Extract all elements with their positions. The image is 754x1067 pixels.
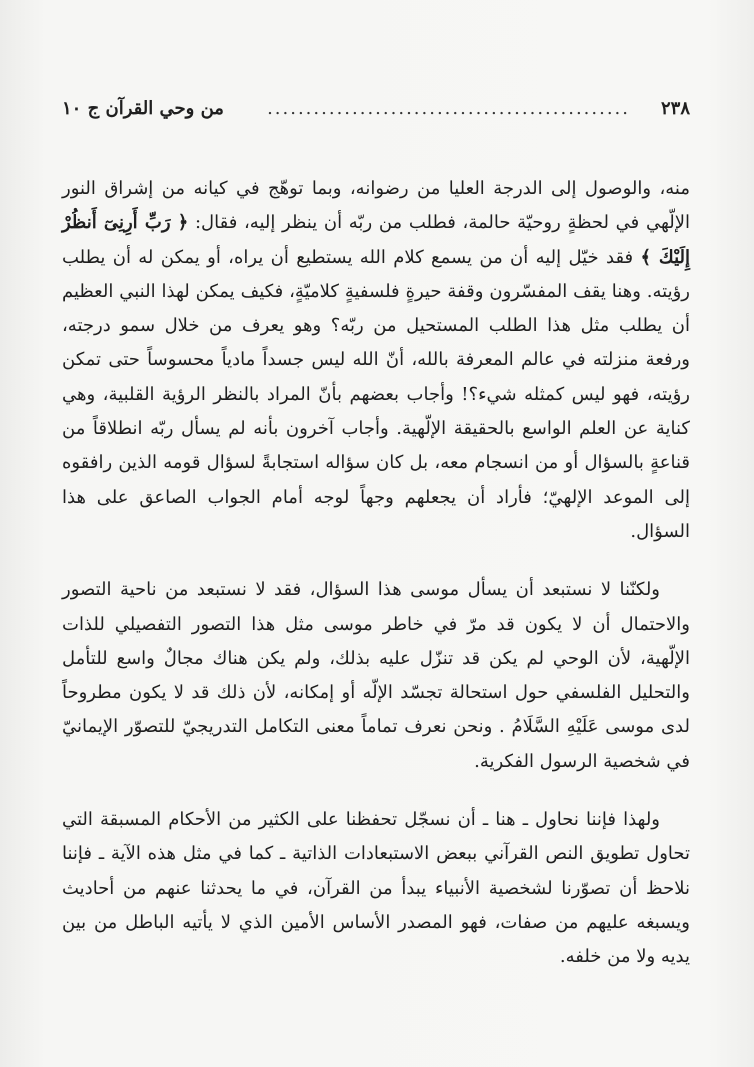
paragraph-1-text-before: منه، والوصول إلى الدرجة العليا من رضوانه، وبما توهّج في كيانه من إشراق النور الإلّهي في لحظةٍ روحيّة حالمة، فطلب من ربّه أن ينظر إليه، فقال: xyxy=(62,178,691,234)
header-leader-dots: ............................................... xyxy=(267,98,630,119)
paragraph-1-text-after: فقد خيّل إليه أن من يسمع كلام الله يستطيع أن يراه، أو يمكن له أن يطلب رؤيته. وهنا يقف المفسّرون وقفة حيرةٍ فلسفيةٍ كلاميّةٍ، فكيف يمكن لهذا النبي العظيم أن يطلب مثل هذا الطلب المستحيل من ربّه؟ وهو يعرف من خلال سمو درجته، ورفعة منزلته في عالم المعرفة بالله، أنّ الله ليس جسداً مادياً محسوساً حتى تمكن رؤيته، فهو ليس كمثله شيء؟! وأجاب بعضهم بأنّ المراد بالنظر الرؤية القلبية، وهي كناية عن العلم الواسع بالحقيقة الإلّهية. وأجاب آخرون بأنه لم يسأل ربّه انطلاقاً من قناعةٍ بالسؤال أو من انسجام معه، بل كان سؤاله استجابةً لسؤال قومه الذين رافقوه إلى الموعد الإلهيّ؛ فأراد أن يجعلهم وجهاً لوجه أمام الجواب الصاعق على هذا السؤال. xyxy=(62,246,690,542)
paragraph-3: ولهذا فإننا نحاول ـ هنا ـ أن نسجّل تحفظنا على الكثير من الأحكام المسبقة التي تحاول تطويق النص القرآني ببعض الاستبعادات الذاتية ـ كما في مثل هذه الآية ـ فإننا نلاحظ أن تصوّرنا لشخصية الأنبياء يبدأ من القرآن، في ما يحدثنا عنهم من أحاديث ويسبغه عليهم من صفات، فهو المصدر الأساس الأمين الذي لا يأتيه الباطل من بين يديه ولا من خلفه. xyxy=(62,809,690,968)
body-text xyxy=(62,172,690,999)
page-number: ٢٣٨ xyxy=(660,98,690,119)
book-title: من وحي القرآن ج ١٠ xyxy=(62,98,224,119)
paragraph-2: ولكنّنا لا نستبعد أن يسأل موسى هذا السؤال، فقد لا نستبعد من ناحية التصور والاحتمال أن لا يكون قد مرّ في خاطر موسى مثل هذا التصور التفصيلي للذات الإلّهية، لأن الوحي لم يكن قد تنزّل عليه بذلك، ولم يكن هناك مجالٌ واسع للتأمل والتحليل الفلسفي حول استحالة تجسّد الإلّه أو إمكانه، لأن ذلك قد لا يكون مطروحاً لدى موسى عَلَيْهِ السَّلَامُ . ونحن نعرف تماماً معنى التكامل التدريجيّ للتصوّر الإيمانيّ في شخصية الرسول الفكرية. xyxy=(62,579,690,772)
paragraph-1 xyxy=(62,172,690,549)
running-header xyxy=(62,98,690,128)
quran-verse: ﴿ رَبِّ أَرِنِىٓ أَنظُرْ إِلَيْكَ ﴾ xyxy=(62,212,691,268)
